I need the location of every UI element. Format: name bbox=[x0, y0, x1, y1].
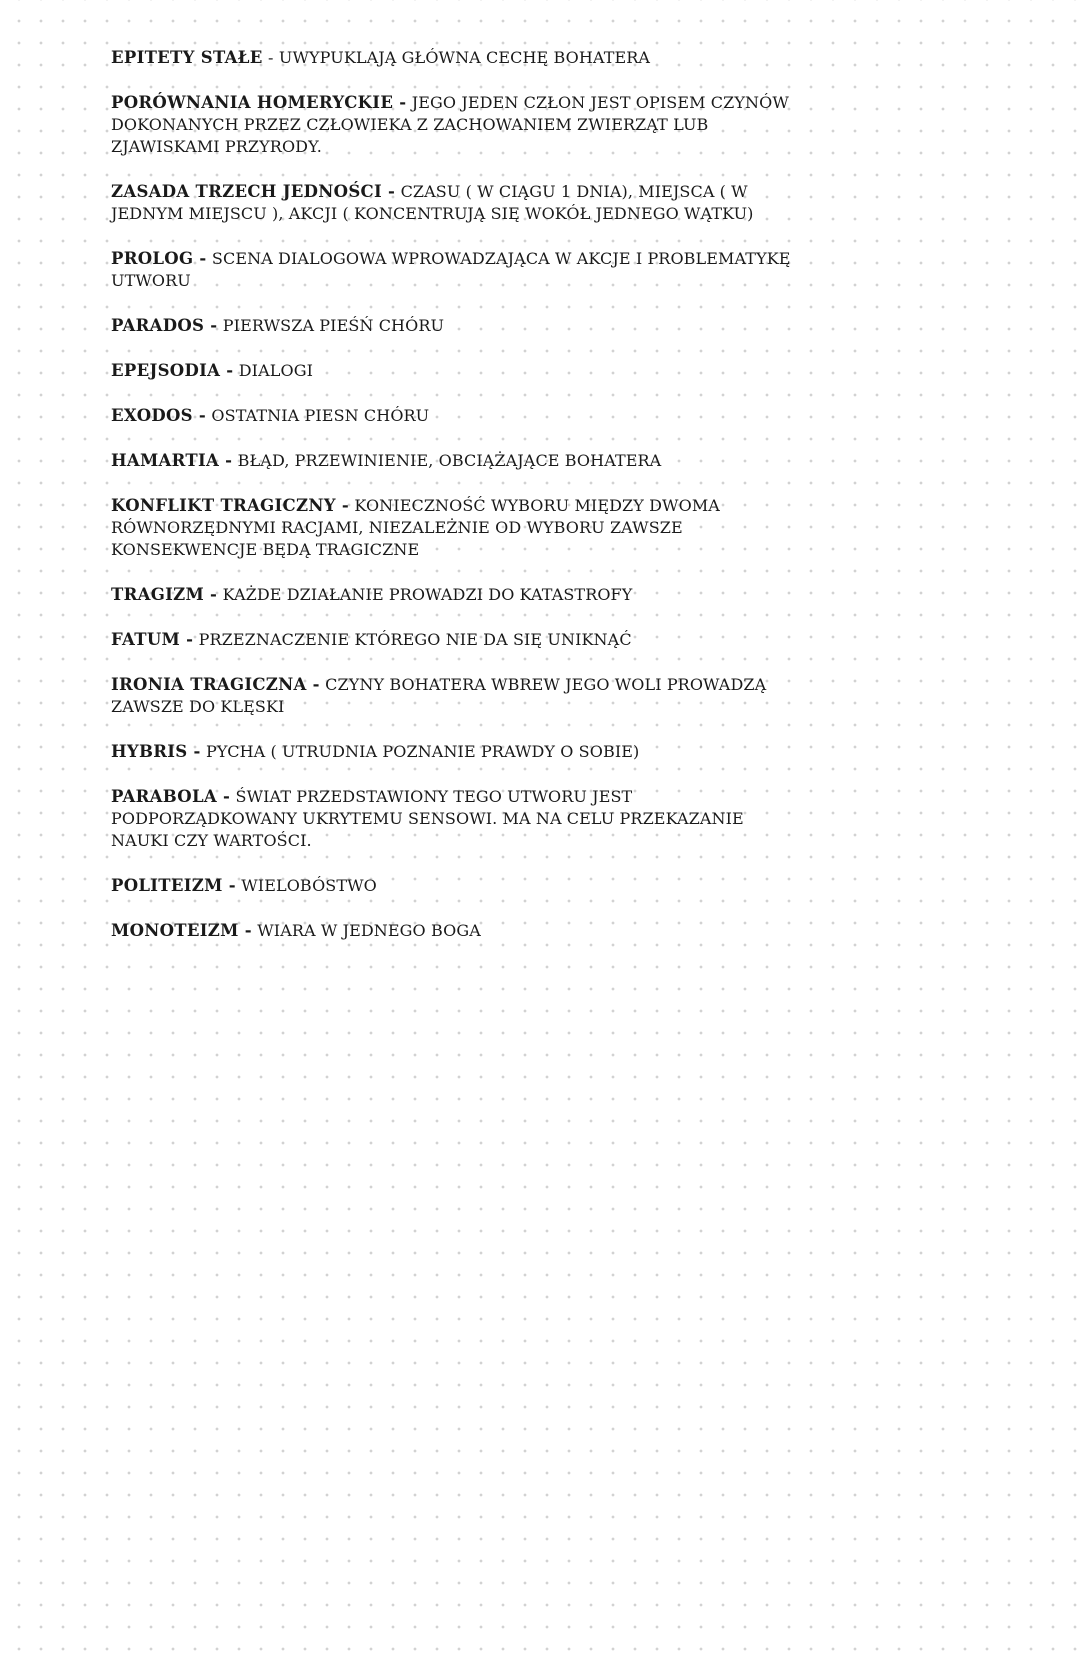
glossary-definition: DIALOGI bbox=[238, 361, 313, 380]
glossary-term: PROLOG - bbox=[111, 249, 207, 268]
glossary-entry bbox=[111, 450, 791, 472]
glossary-term: POLITEIZM - bbox=[111, 876, 236, 895]
glossary-term: KONFLIKT TRAGICZNY - bbox=[111, 496, 349, 515]
glossary-term: ZASADA TRZECH JEDNOŚCI - bbox=[111, 182, 396, 201]
glossary-entry bbox=[111, 584, 791, 606]
glossary-entry bbox=[111, 315, 791, 337]
glossary-entry bbox=[111, 181, 791, 225]
glossary-definition: KONIECZNOŚĆ WYBORU MIĘDZY DWOMA RÓWNORZĘDNYMI RACJAMI, NIEZALEŻNIE OD WYBORU ZAWSZE KONSEKWENCJE BĘDĄ TRAGICZNE bbox=[111, 496, 720, 559]
glossary-term: EPITETY STAŁE bbox=[111, 48, 263, 67]
glossary-definition: CZYNY BOHATERA WBREW JEGO WOLI PROWADZĄ ZAWSZE DO KLĘSKI bbox=[111, 675, 767, 716]
glossary-entry bbox=[111, 360, 791, 382]
glossary-definition: ŚWIAT PRZEDSTAWIONY TEGO UTWORU JEST PODPORZĄDKOWANY UKRYTEMU SENSOWI. MA NA CELU PRZEKAZANIE NAUKI CZY WARTOŚCI. bbox=[111, 787, 744, 850]
glossary-term: EXODOS - bbox=[111, 406, 207, 425]
glossary-separator: - bbox=[268, 48, 274, 67]
glossary-term: IRONIA TRAGICZNA - bbox=[111, 675, 320, 694]
glossary-entry bbox=[111, 629, 791, 651]
glossary-definition: KAŻDE DZIAŁANIE PROWADZI DO KATASTROFY bbox=[222, 585, 633, 604]
glossary-term: TRAGIZM - bbox=[111, 585, 218, 604]
glossary-definition: UWYPUKLAJĄ GŁÓWNA CECHĘ BOHATERA bbox=[278, 48, 651, 67]
glossary-definition: PYCHA ( UTRUDNIA POZNANIE PRAWDY O SOBIE) bbox=[206, 742, 640, 761]
glossary-entry bbox=[111, 674, 791, 718]
glossary-term: HYBRIS - bbox=[111, 742, 201, 761]
glossary-definition: JEGO JEDEN CZŁON JEST OPISEM CZYNÓW DOKONANYCH PRZEZ CZŁOWIEKA Z ZACHOWANIEM ZWIERZĄT LUB ZJAWISKAMI PRZYRODY. bbox=[111, 93, 789, 156]
glossary-term: MONOTEIZM - bbox=[111, 921, 252, 940]
glossary-definition: SCENA DIALOGOWA WPROWADZAJĄCA W AKCJE I PROBLEMATYKĘ UTWORU bbox=[111, 249, 791, 290]
glossary-definition: BŁĄD, PRZEWINIENIE, OBCIĄŻAJĄCE BOHATERA bbox=[237, 451, 662, 470]
glossary-entry bbox=[111, 92, 791, 158]
glossary-term: FATUM - bbox=[111, 630, 194, 649]
glossary-entry bbox=[111, 405, 791, 427]
glossary-definition: PIERWSZA PIEŚŃ CHÓRU bbox=[222, 316, 445, 335]
glossary-definition: OSTATNIA PIESN CHÓRU bbox=[211, 406, 430, 425]
glossary-term: PARADOS - bbox=[111, 316, 218, 335]
glossary-entry bbox=[111, 47, 791, 69]
glossary-list bbox=[111, 47, 791, 965]
glossary-term: PORÓWNANIA HOMERYCKIE - bbox=[111, 93, 407, 112]
glossary-definition: WIELOBÓSTWO bbox=[241, 876, 377, 895]
glossary-entry bbox=[111, 786, 791, 852]
glossary-entry bbox=[111, 920, 791, 942]
glossary-entry bbox=[111, 875, 791, 897]
glossary-definition: WIARA W JEDNEGO BOGA bbox=[257, 921, 481, 940]
glossary-entry bbox=[111, 495, 791, 561]
glossary-definition: PRZEZNACZENIE KTÓREGO NIE DA SIĘ UNIKNĄĆ bbox=[198, 630, 632, 649]
glossary-entry bbox=[111, 741, 791, 763]
glossary-term: PARABOLA - bbox=[111, 787, 231, 806]
glossary-entry bbox=[111, 248, 791, 292]
glossary-term: HAMARTIA - bbox=[111, 451, 233, 470]
glossary-term: EPEJSODIA - bbox=[111, 361, 234, 380]
glossary-definition: CZASU ( W CIĄGU 1 DNIA), MIEJSCA ( W JEDNYM MIEJSCU ), AKCJI ( KONCENTRUJĄ SIĘ WOKÓŁ JEDNEGO WĄTKU) bbox=[111, 182, 754, 223]
